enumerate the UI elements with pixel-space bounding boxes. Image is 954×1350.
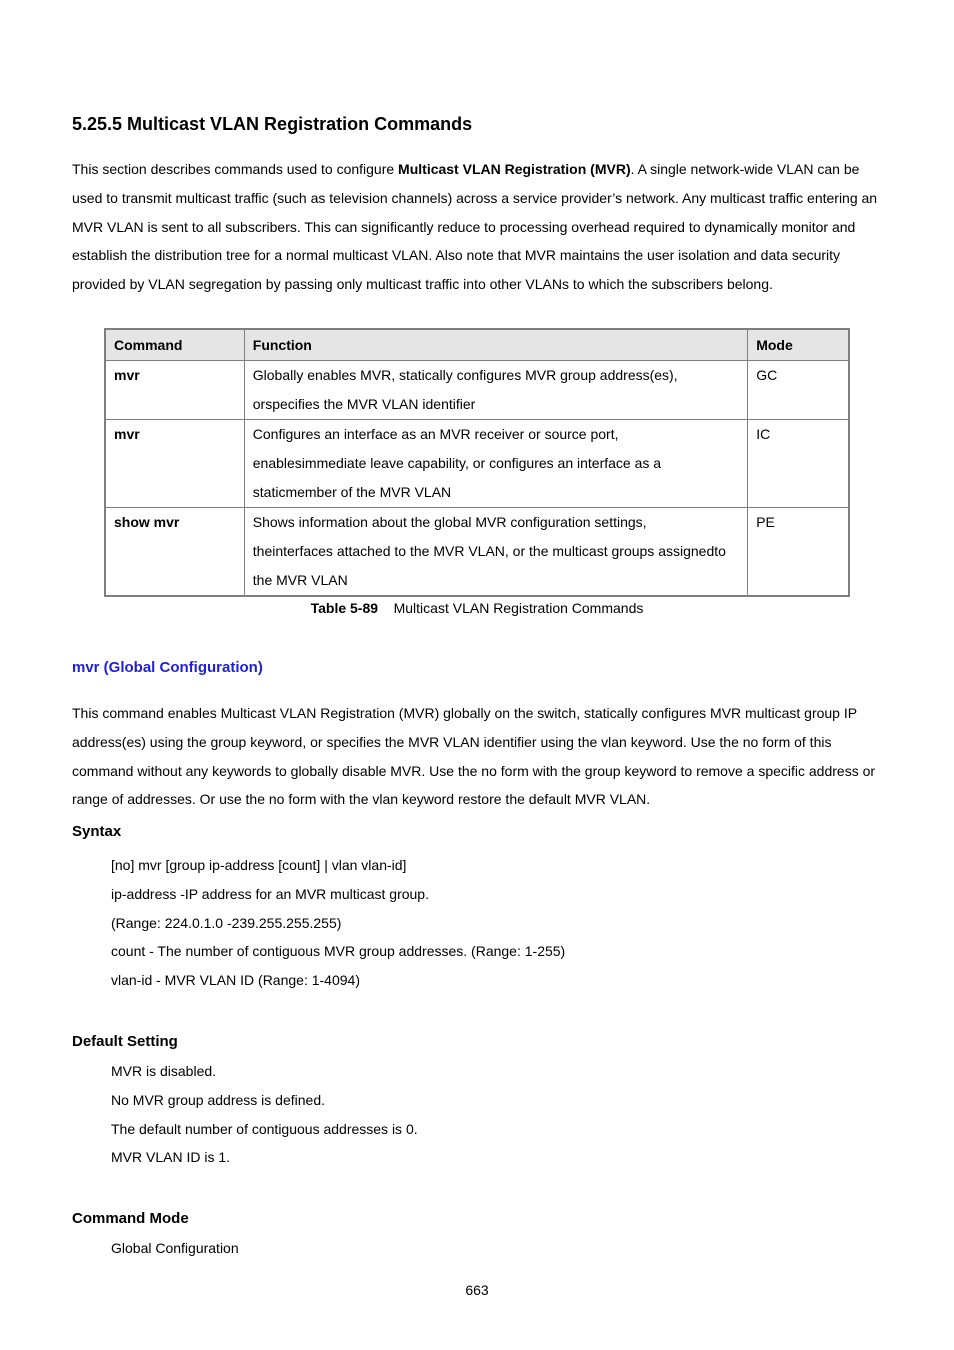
function-line: Globally enables MVR, statically configures MVR group address(es), <box>252 367 678 383</box>
table-row <box>105 361 849 420</box>
row-command: mvr <box>105 420 244 508</box>
default-setting-line: MVR is disabled. <box>111 1063 217 1079</box>
default-setting-heading: Default Setting <box>72 1033 178 1050</box>
row-mode: GC <box>748 361 849 420</box>
row-function <box>244 361 747 420</box>
command-title-link[interactable]: mvr (Global Configuration) <box>72 659 263 676</box>
table-row <box>105 420 849 508</box>
row-function <box>244 420 747 508</box>
function-line: theinterfaces attached to the MVR VLAN, or the multicast groups assignedto <box>252 543 726 559</box>
syntax-line: (Range: 224.0.1.0 -239.255.255.255) <box>111 914 342 931</box>
default-setting-line: The default number of contiguous addresses is 0. <box>111 1120 418 1137</box>
syntax-line: ip-address -IP address for an MVR multicast group. <box>111 885 429 902</box>
default-setting-list <box>111 1057 418 1172</box>
function-line: Configures an interface as an MVR receiver or source port, <box>252 426 619 442</box>
page-number: 663 <box>465 1282 489 1298</box>
row-mode: IC <box>748 420 849 508</box>
table-caption <box>0 600 954 616</box>
intro-text-end: . A single network-wide VLAN can be used to transmit multicast traffic (such as television channels) across a service provider’s network. Any multicast traffic entering an MVR VLAN is sent to all subscribers. This can significantly reduce to processing overhead required to dynamically monitor and establish the distribution tree for a normal multicast VLAN. Also note that MVR maintains the user isolation and data security provided by VLAN segregation by passing only multicast traffic into other VLANs to which the subscribers belong. <box>72 161 878 293</box>
default-setting-line: No MVR group address is defined. <box>111 1091 325 1108</box>
table-row <box>105 508 849 597</box>
intro-text-start: This section describes commands used to configure <box>72 161 399 177</box>
section-heading: 5.25.5 Multicast VLAN Registration Commands <box>72 114 473 134</box>
intro-bold-term: Multicast VLAN Registration (MVR) <box>398 161 631 177</box>
row-function <box>244 508 747 597</box>
intro-paragraph <box>72 155 888 299</box>
syntax-line: [no] mvr [group ip-address [count] | vlan vlan-id] <box>111 857 407 873</box>
row-mode: PE <box>748 508 849 597</box>
function-line: Shows information about the global MVR configuration settings, <box>252 514 647 530</box>
caption-text: Multicast VLAN Registration Commands <box>393 600 644 616</box>
default-setting-line: MVR VLAN ID is 1. <box>111 1149 231 1166</box>
syntax-line: count - The number of contiguous MVR group addresses. (Range: 1-255) <box>111 943 566 960</box>
header-command: Command <box>105 329 244 361</box>
function-line: orspecifies the MVR VLAN identifier <box>252 396 476 412</box>
command-table <box>104 328 850 597</box>
row-command: show mvr <box>105 508 244 597</box>
command-mode-line: Global Configuration <box>111 1240 239 1256</box>
function-line: staticmember of the MVR VLAN <box>252 484 452 500</box>
syntax-heading: Syntax <box>72 823 122 840</box>
row-command: mvr <box>105 361 244 420</box>
header-mode: Mode <box>748 329 849 361</box>
header-function: Function <box>244 329 747 361</box>
caption-label: Table 5-89 <box>310 600 379 616</box>
syntax-list <box>111 851 565 995</box>
table-header-row <box>105 329 849 361</box>
command-description: This command enables Multicast VLAN Registration (MVR) globally on the switch, statically configures MVR multicast group IP address(es) using the group keyword, or specifies the MVR VLAN identifier using the vlan keyword. Use the no form of this command without any keywords to globally disable MVR. Use the no form with the group keyword to remove a specific address or range of addresses. Or use the no form with the vlan keyword restore the default MVR VLAN. <box>72 705 876 808</box>
command-mode-list <box>111 1234 239 1263</box>
function-line: enablesimmediate leave capability, or configures an interface as a <box>252 455 662 471</box>
function-line: the MVR VLAN <box>252 572 348 588</box>
command-mode-heading: Command Mode <box>72 1210 189 1227</box>
syntax-line: vlan-id - MVR VLAN ID (Range: 1-4094) <box>111 972 360 989</box>
